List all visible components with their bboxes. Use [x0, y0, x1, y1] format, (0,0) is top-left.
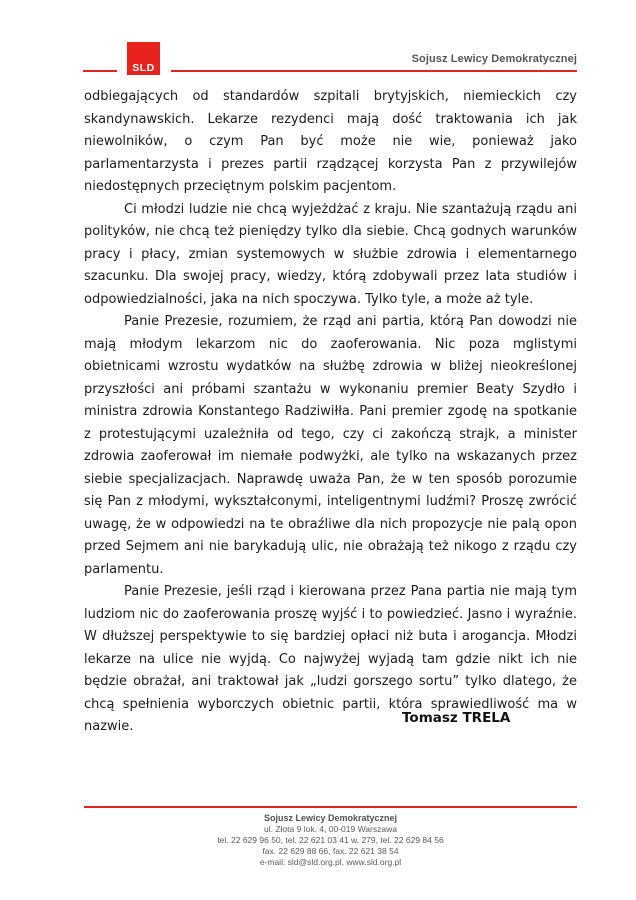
- letter-paragraph: Ci młodzi ludzie nie chcą wyjeżdżać z kraju. Nie szantażują rządu ani polityków, nie chcą też pieniędzy tylko dla siebie. Chcą godnych warunków pracy i płacy, zmian systemowych w służbie zdrowia i elementarnego szacunku. Dla swojej pracy, wiedzy, którą zdobywali przez lata studiów i odpowiedzialności, jaka na nich spoczywa. Tylko tyle, a może aż tyle.: [84, 201, 577, 307]
- sld-logo-text: SLD: [132, 62, 155, 74]
- footer-address: ul. Złota 9 lok. 4, 00-019 Warszawa: [264, 824, 397, 834]
- letter-paragraph: Panie Prezesie, jeśli rząd i kierowana przez Pana partia nie mają tym ludziom nic do zaoferowania proszę wyjść i to powiedzieć. Jasno i wyraźnie. W dłuższej perspektywie to się bardziej opłaci niż buta i arogancja. Młodzi lekarze na ulice nie wyjdą. Co najwyżej wyjadą tam gdzie nikt ich nie będzie obrażał, ani traktował jak „ludzi gorszego sortu” tylko dlatego, że chcą spełnienia wyborczych obietnic partii, która sprawiedliwość ma w nazwie.: [84, 584, 577, 734]
- signature: Tomasz TRELA: [402, 710, 511, 726]
- letter-body: [84, 86, 577, 739]
- header-rule-left: [83, 70, 117, 72]
- footer-faxes: fax. 22 629 88 66, fax. 22 621 38 54: [262, 846, 399, 856]
- footer-organization: Sojusz Lewicy Demokratycznej: [263, 813, 398, 823]
- header-rule: [171, 70, 577, 72]
- letter-paragraph: odbiegających od standardów szpitali brytyjskich, niemieckich czy skandynawskich. Lekarze rezydenci mają dość traktowania ich jak niewolników, o czym Pan być może nie wie, ponieważ jako parlamentarzysta i prezes partii rządzącej korzysta Pan z przywilejów niedostępnych przeciętnym polskim pacjentom.: [84, 89, 577, 194]
- footer-rule: [84, 806, 577, 808]
- sld-logo: [127, 42, 160, 75]
- footer-email-web: e-mail: sld@sld.org.pl, www.sld.org.pl: [259, 857, 402, 867]
- header-organization: Sojusz Lewicy Demokratycznej: [411, 53, 577, 65]
- footer-phones: tel. 22 629 96 50, tel. 22 621 03 41 w. 279, tel. 22 629 84 56: [217, 835, 444, 845]
- letter-paragraph: Panie Prezesie, rozumiem, że rząd ani partia, którą Pan dowodzi nie mają młodym lekarzom nic do zaoferowania. Nic poza mglistymi obietnicami wzrostu wydatków na służbę zdrowia w bliżej nieokreślonej przyszłości ani próbami szantażu w wykonaniu premier Beaty Szydło i ministra zdrowia Konstantego Radziwiłła. Pani premier zgodę na spotkanie z protestującymi uzależniła od tego, czy ci zakończą strajk, a minister zdrowia zaoferował im niemałe podwyżki, ale tylko na wskazanych przez siebie specjalizacjach. Naprawdę uważa Pan, że w ten sposób porozumie się Pan z młodymi, wykształconymi, inteligentnymi ludźmi? Proszę zwrócić uwagę, że w odpowiedzi na te obraźliwe dla nich propozycje nie palą opon przed Sejmem ani nie barykadują ulic, nie obrażają też nikogo z rządu czy parlamentu.: [84, 314, 577, 577]
- footer-contact-block: [84, 813, 577, 868]
